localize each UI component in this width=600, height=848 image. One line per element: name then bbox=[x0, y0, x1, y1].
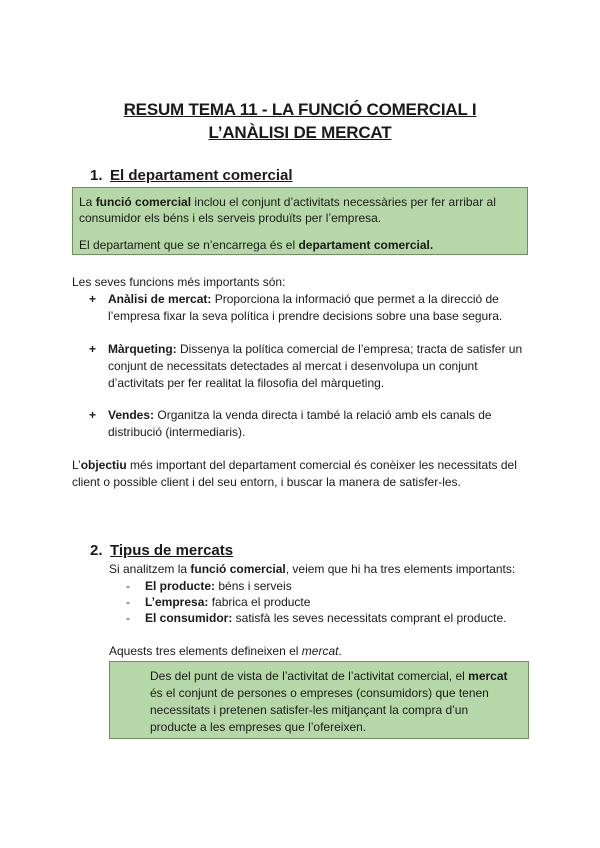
objective-pre: L’ bbox=[72, 458, 81, 472]
title-line-1: RESUM TEMA 11 - LA FUNCIÓ COMERCIAL I bbox=[123, 100, 477, 119]
dash-mark: - bbox=[126, 595, 130, 609]
market-definition-paragraph bbox=[150, 668, 518, 736]
section-2-heading-text: Tipus de mercats bbox=[110, 542, 234, 559]
dash-term: El producte: bbox=[145, 579, 216, 593]
section-2-heading bbox=[90, 542, 233, 560]
definition-p2-bold: departament comercial. bbox=[298, 238, 434, 252]
objective-bold: objectiu bbox=[80, 458, 127, 472]
definition-p2-pre: El departament que se n’encarrega és el bbox=[79, 238, 299, 252]
market-define-post: . bbox=[338, 644, 342, 658]
definition-p1-bold: funció comercial bbox=[95, 195, 192, 209]
bullet-term: Màrqueting: bbox=[108, 342, 177, 356]
title-line-2: L’ANÀLISI DE MERCAT bbox=[208, 123, 392, 142]
list-item bbox=[89, 407, 509, 443]
definition-p1-post: inclou el conjunt d’activitats necessàries per fer arribar al consumidor els béns i els serveis produïts per l’empresa. bbox=[79, 195, 496, 225]
market-intro-bold: funció comercial bbox=[190, 562, 286, 576]
definition-paragraph-2 bbox=[79, 237, 521, 253]
bullet-text: Dissenya la política comercial de l’empresa; tracta de satisfer un conjunt de necessitats detectades al mercat i desenvolupa un conjunt d’activitats per fer realitat la filosofia del màrqueting. bbox=[108, 342, 523, 390]
functions-intro: Les seves funcions més importants són: bbox=[72, 275, 286, 289]
dash-body bbox=[145, 594, 310, 610]
bullet-term: Anàlisi de mercat: bbox=[108, 292, 212, 306]
bullet-body bbox=[108, 407, 509, 441]
dash-mark: - bbox=[126, 611, 130, 625]
objective-post: més important del departament comercial és conèixer les necessitats del client o possible client i del seu entorn, i buscar la manera de satisfer-les. bbox=[72, 458, 517, 489]
bullet-text: Organitza la venda directa i també la relació amb els canals de distribució (intermediaris). bbox=[108, 408, 492, 439]
section-1-heading-text: El departament comercial bbox=[110, 167, 293, 184]
dash-body bbox=[145, 610, 506, 626]
bullet-body bbox=[108, 291, 529, 325]
definition-paragraph-1 bbox=[79, 194, 521, 226]
market-def-bold: mercat bbox=[468, 669, 508, 683]
list-item bbox=[89, 291, 529, 327]
dash-text: fabrica el producte bbox=[208, 595, 311, 609]
list-item bbox=[89, 341, 529, 393]
bullet-mark: + bbox=[89, 342, 97, 356]
market-intro-pre: Si analitzem la bbox=[109, 562, 191, 576]
dash-body bbox=[145, 578, 292, 594]
market-define-pre: Aquests tres elements defineixen el bbox=[109, 644, 302, 658]
dash-term: L’empresa: bbox=[145, 595, 209, 609]
dash-text: béns i serveis bbox=[215, 579, 292, 593]
market-def-pre: Des del punt de vista de l’activitat de l’activitat comercial, el bbox=[150, 669, 469, 683]
section-2-number: 2. bbox=[90, 542, 103, 559]
market-intro-post: , veiem que hi ha tres elements importants: bbox=[285, 562, 516, 576]
dash-term: El consumidor: bbox=[145, 611, 233, 625]
bullet-term: Vendes: bbox=[108, 408, 155, 422]
market-define-italic: mercat bbox=[301, 644, 339, 658]
section-1-heading bbox=[90, 167, 293, 185]
definition-box-market bbox=[109, 661, 529, 739]
bullet-mark: + bbox=[89, 292, 97, 306]
section-1-number: 1. bbox=[90, 167, 103, 184]
dash-mark: - bbox=[126, 579, 130, 593]
bullet-body bbox=[108, 341, 529, 392]
objective-paragraph bbox=[72, 457, 530, 491]
market-define bbox=[109, 643, 539, 660]
bullet-text: Proporciona la informació que permet a la direcció de l’empresa fixar la seva política i prendre decisions sobre una base segura. bbox=[108, 292, 503, 323]
definition-box-commercial-function bbox=[72, 187, 528, 255]
market-def-post: és el conjunt de persones o empreses (consumidors) que tenen necessitats i pretenen satisfer-les mitjançant la compra d’un producte a les empreses que l’ofereixen. bbox=[150, 686, 489, 734]
market-intro bbox=[109, 561, 539, 578]
document-title bbox=[60, 98, 540, 144]
dash-text: satisfà les seves necessitats comprant el producte. bbox=[232, 611, 507, 625]
bullet-mark: + bbox=[89, 408, 97, 422]
definition-p1-pre: La bbox=[79, 195, 96, 209]
